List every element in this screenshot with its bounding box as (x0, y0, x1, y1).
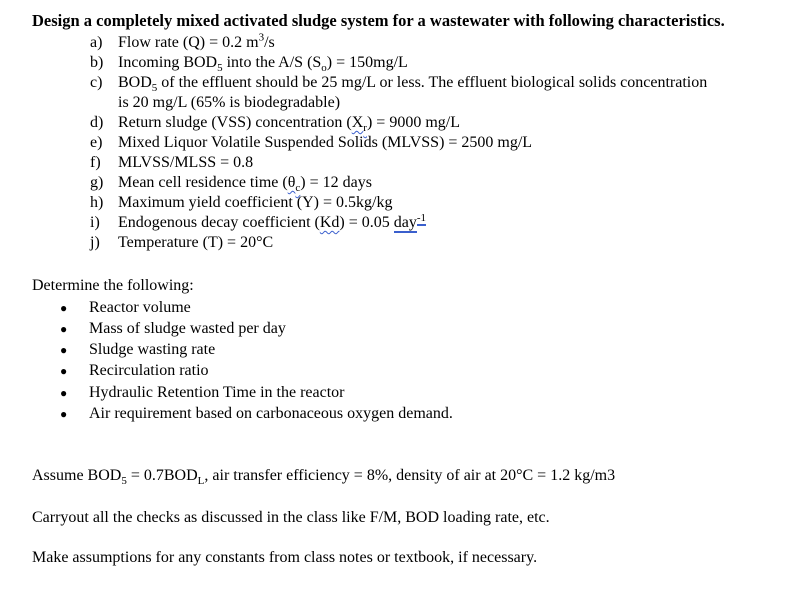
text-segment: c (295, 182, 301, 195)
text-segment: X (351, 114, 364, 131)
problem-title: Design a completely mixed activated sludge system for a wastewater with following characteristics. (32, 11, 725, 30)
determine-item: Sludge wasting rate (89, 341, 216, 358)
text-segment: Kd (319, 214, 340, 231)
characteristic-text (118, 93, 340, 113)
item-label: j) (90, 234, 100, 251)
text-segment: is 20 mg/L (65% is biodegradable) (118, 94, 341, 111)
determine-item: Hydraulic Retention Time in the reactor (89, 384, 345, 401)
item-label: c) (90, 74, 103, 91)
text-segment: Return sludge (VSS) concentration ( (118, 114, 352, 131)
characteristic-text (118, 113, 460, 133)
bullet-icon: ● (60, 343, 68, 357)
item-label: g) (90, 174, 104, 191)
bullet-icon: ● (60, 386, 68, 400)
characteristic-text (118, 233, 273, 253)
assumption-line (32, 466, 615, 486)
text-segment: 3 (258, 31, 265, 44)
text-segment: ) = 0.05 (339, 214, 394, 231)
text-segment: 5 (217, 62, 223, 75)
bullet-icon: ● (60, 364, 68, 378)
text-segment: Assume BOD (32, 467, 122, 484)
characteristic-text (118, 213, 426, 233)
text-segment: Maximum yield coefficient (Y) = 0.5kg/kg (118, 194, 393, 211)
determine-item: Air requirement based on carbonaceous oxygen demand. (89, 405, 453, 422)
item-label: e) (90, 134, 103, 151)
text-segment: = 0.7BOD (126, 467, 198, 484)
text-segment: /s (264, 34, 275, 51)
item-label: b) (90, 54, 104, 71)
text-segment: L (197, 475, 205, 488)
characteristic-text (118, 53, 408, 73)
characteristic-text (118, 173, 372, 193)
text-segment: MLVSS/MLSS = 0.8 (118, 154, 254, 171)
assumptions-note: Make assumptions for any constants from class notes or textbook, if necessary. (32, 549, 538, 566)
item-label: a) (90, 34, 103, 51)
determine-item: Recirculation ratio (89, 362, 209, 379)
text-segment: r (363, 122, 367, 135)
text-segment: , air transfer efficiency = 8%, density of air at 20°C = 1.2 kg/m3 (204, 467, 616, 484)
bullet-icon: ● (60, 407, 68, 421)
text-segment: BOD (118, 74, 152, 91)
text-segment: -1 (416, 211, 427, 224)
text-segment: o (321, 62, 327, 75)
text-segment: Endogenous decay coefficient ( (118, 214, 320, 231)
determine-heading: Determine the following: (32, 277, 194, 294)
text-segment: Incoming BOD (118, 54, 218, 71)
text-segment: 5 (121, 475, 127, 488)
text-segment: ) = 9000 mg/L (366, 114, 460, 131)
characteristic-text (118, 133, 532, 153)
item-label: h) (90, 194, 104, 211)
text-segment: ) = 12 days (300, 174, 372, 191)
text-segment: ) = 150mg/L (326, 54, 408, 71)
checks-line: Carryout all the checks as discussed in the class like F/M, BOD loading rate, etc. (32, 509, 550, 526)
determine-item: Reactor volume (89, 299, 191, 316)
bullet-icon: ● (60, 301, 68, 315)
text-segment: day (393, 214, 417, 231)
characteristic-text (118, 73, 707, 93)
item-label: i) (90, 214, 100, 231)
text-segment: Flow rate (Q) = 0.2 m (118, 34, 259, 51)
text-segment: Mixed Liquor Volatile Suspended Solids (MLVSS) = 2500 mg/L (118, 134, 533, 151)
bullet-icon: ● (60, 322, 68, 336)
text-segment: Temperature (T) = 20°C (118, 234, 274, 251)
text-segment: θ (287, 174, 296, 191)
characteristic-text (118, 153, 253, 173)
characteristic-text (118, 33, 275, 53)
characteristic-text (118, 193, 392, 213)
text-segment: into the A/S (S (222, 54, 322, 71)
item-label: f) (90, 154, 101, 171)
item-label: d) (90, 114, 104, 131)
determine-item: Mass of sludge wasted per day (89, 320, 286, 337)
text-segment: of the effluent should be 25 mg/L or less. The effluent biological solids concentration (157, 74, 708, 91)
text-segment: 5 (151, 82, 158, 95)
text-segment: Mean cell residence time ( (118, 174, 288, 191)
